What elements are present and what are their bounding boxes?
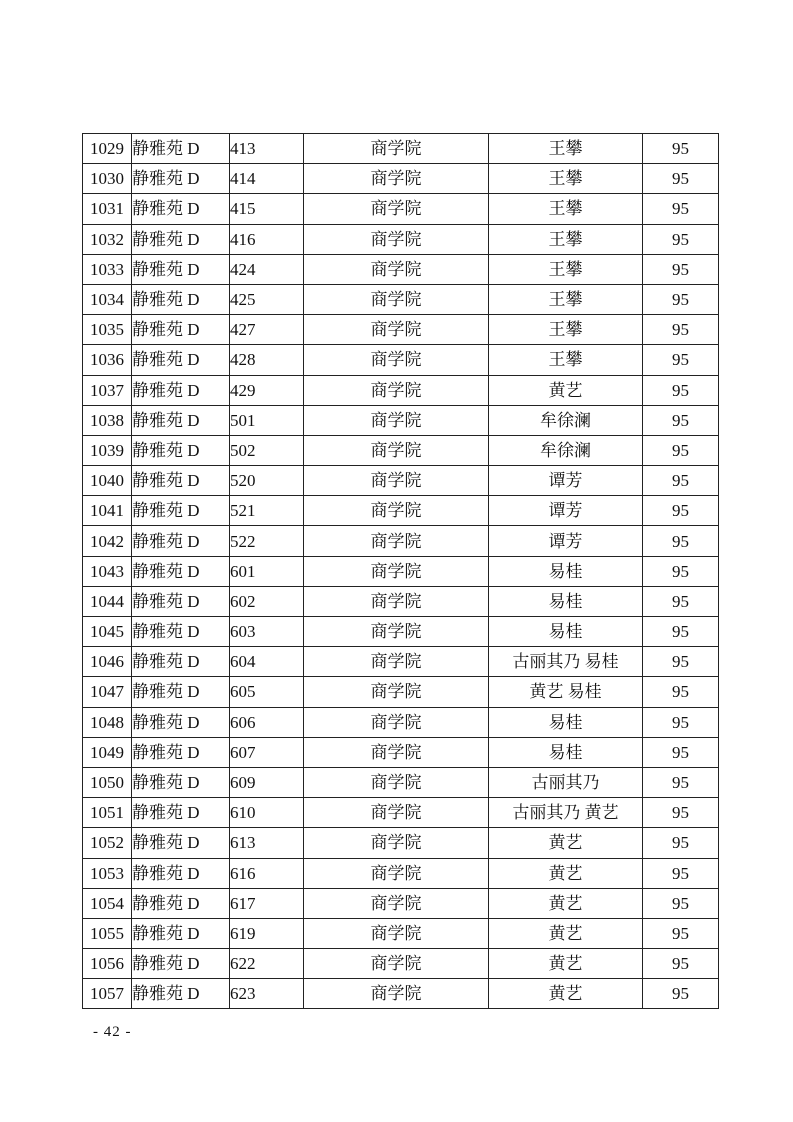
score-cell: 95: [643, 858, 719, 888]
table-row: [83, 375, 719, 405]
person-cell: 黄艺: [489, 979, 643, 1009]
row-number-cell: 1032: [83, 224, 132, 254]
building-cell: 静雅苑 D: [132, 194, 230, 224]
college-cell: 商学院: [304, 435, 489, 465]
room-number-cell: 502: [230, 435, 304, 465]
person-cell: 王攀: [489, 284, 643, 314]
table-row: [83, 767, 719, 797]
row-number-cell: 1040: [83, 466, 132, 496]
dormitory-score-table: [82, 133, 719, 1009]
college-cell: 商学院: [304, 918, 489, 948]
table-row: [83, 858, 719, 888]
room-number-cell: 425: [230, 284, 304, 314]
room-number-cell: 604: [230, 647, 304, 677]
person-cell: 古丽其乃 黄艺: [489, 798, 643, 828]
table-row: [83, 828, 719, 858]
row-number-cell: 1031: [83, 194, 132, 224]
room-number-cell: 520: [230, 466, 304, 496]
room-number-cell: 413: [230, 134, 304, 164]
table-row: [83, 345, 719, 375]
row-number-cell: 1053: [83, 858, 132, 888]
building-cell: 静雅苑 D: [132, 315, 230, 345]
person-cell: 王攀: [489, 134, 643, 164]
row-number-cell: 1038: [83, 405, 132, 435]
table-row: [83, 586, 719, 616]
college-cell: 商学院: [304, 586, 489, 616]
person-cell: 黄艺: [489, 858, 643, 888]
building-cell: 静雅苑 D: [132, 466, 230, 496]
college-cell: 商学院: [304, 315, 489, 345]
row-number-cell: 1057: [83, 979, 132, 1009]
building-cell: 静雅苑 D: [132, 979, 230, 1009]
score-cell: 95: [643, 345, 719, 375]
room-number-cell: 415: [230, 194, 304, 224]
score-cell: 95: [643, 647, 719, 677]
building-cell: 静雅苑 D: [132, 647, 230, 677]
row-number-cell: 1033: [83, 254, 132, 284]
page-number: - 42 -: [93, 1024, 132, 1040]
score-cell: 95: [643, 315, 719, 345]
building-cell: 静雅苑 D: [132, 586, 230, 616]
room-number-cell: 416: [230, 224, 304, 254]
room-number-cell: 613: [230, 828, 304, 858]
table-row: [83, 647, 719, 677]
room-number-cell: 619: [230, 918, 304, 948]
college-cell: 商学院: [304, 677, 489, 707]
table-row: [83, 435, 719, 465]
college-cell: 商学院: [304, 979, 489, 1009]
score-cell: 95: [643, 284, 719, 314]
table-body: [83, 134, 719, 1009]
person-cell: 易桂: [489, 707, 643, 737]
row-number-cell: 1049: [83, 737, 132, 767]
score-cell: 95: [643, 375, 719, 405]
row-number-cell: 1054: [83, 888, 132, 918]
building-cell: 静雅苑 D: [132, 435, 230, 465]
college-cell: 商学院: [304, 194, 489, 224]
score-cell: 95: [643, 134, 719, 164]
score-cell: 95: [643, 496, 719, 526]
room-number-cell: 601: [230, 556, 304, 586]
building-cell: 静雅苑 D: [132, 405, 230, 435]
score-cell: 95: [643, 164, 719, 194]
person-cell: 谭芳: [489, 526, 643, 556]
person-cell: 牟徐澜: [489, 405, 643, 435]
person-cell: 王攀: [489, 224, 643, 254]
room-number-cell: 607: [230, 737, 304, 767]
college-cell: 商学院: [304, 737, 489, 767]
table-row: [83, 496, 719, 526]
college-cell: 商学院: [304, 526, 489, 556]
score-cell: 95: [643, 526, 719, 556]
table-row: [83, 134, 719, 164]
score-cell: 95: [643, 466, 719, 496]
building-cell: 静雅苑 D: [132, 345, 230, 375]
table-row: [83, 617, 719, 647]
score-cell: 95: [643, 224, 719, 254]
row-number-cell: 1041: [83, 496, 132, 526]
row-number-cell: 1048: [83, 707, 132, 737]
table-row: [83, 979, 719, 1009]
person-cell: 古丽其乃 易桂: [489, 647, 643, 677]
college-cell: 商学院: [304, 707, 489, 737]
college-cell: 商学院: [304, 254, 489, 284]
room-number-cell: 609: [230, 767, 304, 797]
score-cell: 95: [643, 194, 719, 224]
building-cell: 静雅苑 D: [132, 284, 230, 314]
person-cell: 易桂: [489, 586, 643, 616]
score-cell: 95: [643, 254, 719, 284]
score-cell: 95: [643, 617, 719, 647]
room-number-cell: 414: [230, 164, 304, 194]
score-cell: 95: [643, 918, 719, 948]
room-number-cell: 501: [230, 405, 304, 435]
building-cell: 静雅苑 D: [132, 375, 230, 405]
college-cell: 商学院: [304, 405, 489, 435]
row-number-cell: 1030: [83, 164, 132, 194]
person-cell: 牟徐澜: [489, 435, 643, 465]
building-cell: 静雅苑 D: [132, 526, 230, 556]
room-number-cell: 602: [230, 586, 304, 616]
row-number-cell: 1042: [83, 526, 132, 556]
table-row: [83, 949, 719, 979]
building-cell: 静雅苑 D: [132, 737, 230, 767]
college-cell: 商学院: [304, 949, 489, 979]
building-cell: 静雅苑 D: [132, 858, 230, 888]
table-row: [83, 164, 719, 194]
building-cell: 静雅苑 D: [132, 617, 230, 647]
room-number-cell: 522: [230, 526, 304, 556]
room-number-cell: 622: [230, 949, 304, 979]
row-number-cell: 1035: [83, 315, 132, 345]
row-number-cell: 1037: [83, 375, 132, 405]
table-row: [83, 798, 719, 828]
score-cell: 95: [643, 888, 719, 918]
building-cell: 静雅苑 D: [132, 254, 230, 284]
college-cell: 商学院: [304, 858, 489, 888]
row-number-cell: 1029: [83, 134, 132, 164]
row-number-cell: 1046: [83, 647, 132, 677]
building-cell: 静雅苑 D: [132, 134, 230, 164]
person-cell: 黄艺: [489, 828, 643, 858]
person-cell: 易桂: [489, 617, 643, 647]
building-cell: 静雅苑 D: [132, 888, 230, 918]
table-row: [83, 677, 719, 707]
college-cell: 商学院: [304, 345, 489, 375]
room-number-cell: 606: [230, 707, 304, 737]
room-number-cell: 424: [230, 254, 304, 284]
score-cell: 95: [643, 737, 719, 767]
score-cell: 95: [643, 798, 719, 828]
person-cell: 黄艺 易桂: [489, 677, 643, 707]
room-number-cell: 428: [230, 345, 304, 375]
college-cell: 商学院: [304, 284, 489, 314]
person-cell: 易桂: [489, 737, 643, 767]
building-cell: 静雅苑 D: [132, 918, 230, 948]
person-cell: 黄艺: [489, 375, 643, 405]
score-cell: 95: [643, 586, 719, 616]
table-row: [83, 254, 719, 284]
table-row: [83, 888, 719, 918]
building-cell: 静雅苑 D: [132, 677, 230, 707]
building-cell: 静雅苑 D: [132, 707, 230, 737]
score-cell: 95: [643, 435, 719, 465]
building-cell: 静雅苑 D: [132, 949, 230, 979]
table-row: [83, 556, 719, 586]
score-cell: 95: [643, 707, 719, 737]
person-cell: 王攀: [489, 194, 643, 224]
person-cell: 王攀: [489, 345, 643, 375]
table-row: [83, 315, 719, 345]
row-number-cell: 1045: [83, 617, 132, 647]
building-cell: 静雅苑 D: [132, 164, 230, 194]
college-cell: 商学院: [304, 767, 489, 797]
row-number-cell: 1043: [83, 556, 132, 586]
row-number-cell: 1036: [83, 345, 132, 375]
score-cell: 95: [643, 405, 719, 435]
room-number-cell: 429: [230, 375, 304, 405]
person-cell: 谭芳: [489, 496, 643, 526]
table-row: [83, 466, 719, 496]
person-cell: 王攀: [489, 315, 643, 345]
person-cell: 黄艺: [489, 949, 643, 979]
room-number-cell: 617: [230, 888, 304, 918]
room-number-cell: 605: [230, 677, 304, 707]
person-cell: 黄艺: [489, 918, 643, 948]
college-cell: 商学院: [304, 828, 489, 858]
table-row: [83, 526, 719, 556]
college-cell: 商学院: [304, 224, 489, 254]
person-cell: 王攀: [489, 164, 643, 194]
room-number-cell: 610: [230, 798, 304, 828]
person-cell: 黄艺: [489, 888, 643, 918]
row-number-cell: 1039: [83, 435, 132, 465]
row-number-cell: 1051: [83, 798, 132, 828]
building-cell: 静雅苑 D: [132, 828, 230, 858]
table-row: [83, 918, 719, 948]
person-cell: 古丽其乃: [489, 767, 643, 797]
room-number-cell: 521: [230, 496, 304, 526]
room-number-cell: 427: [230, 315, 304, 345]
row-number-cell: 1056: [83, 949, 132, 979]
table-row: [83, 194, 719, 224]
college-cell: 商学院: [304, 496, 489, 526]
building-cell: 静雅苑 D: [132, 496, 230, 526]
person-cell: 谭芳: [489, 466, 643, 496]
table-row: [83, 707, 719, 737]
score-cell: 95: [643, 828, 719, 858]
building-cell: 静雅苑 D: [132, 556, 230, 586]
row-number-cell: 1047: [83, 677, 132, 707]
score-cell: 95: [643, 767, 719, 797]
room-number-cell: 603: [230, 617, 304, 647]
room-number-cell: 616: [230, 858, 304, 888]
row-number-cell: 1034: [83, 284, 132, 314]
person-cell: 易桂: [489, 556, 643, 586]
college-cell: 商学院: [304, 647, 489, 677]
college-cell: 商学院: [304, 556, 489, 586]
building-cell: 静雅苑 D: [132, 767, 230, 797]
score-cell: 95: [643, 556, 719, 586]
row-number-cell: 1044: [83, 586, 132, 616]
table-row: [83, 284, 719, 314]
building-cell: 静雅苑 D: [132, 798, 230, 828]
table-row: [83, 737, 719, 767]
college-cell: 商学院: [304, 798, 489, 828]
college-cell: 商学院: [304, 888, 489, 918]
room-number-cell: 623: [230, 979, 304, 1009]
college-cell: 商学院: [304, 375, 489, 405]
row-number-cell: 1052: [83, 828, 132, 858]
score-cell: 95: [643, 979, 719, 1009]
college-cell: 商学院: [304, 617, 489, 647]
person-cell: 王攀: [489, 254, 643, 284]
row-number-cell: 1050: [83, 767, 132, 797]
row-number-cell: 1055: [83, 918, 132, 948]
college-cell: 商学院: [304, 466, 489, 496]
table-row: [83, 224, 719, 254]
score-cell: 95: [643, 949, 719, 979]
college-cell: 商学院: [304, 164, 489, 194]
building-cell: 静雅苑 D: [132, 224, 230, 254]
table-row: [83, 405, 719, 435]
score-cell: 95: [643, 677, 719, 707]
college-cell: 商学院: [304, 134, 489, 164]
